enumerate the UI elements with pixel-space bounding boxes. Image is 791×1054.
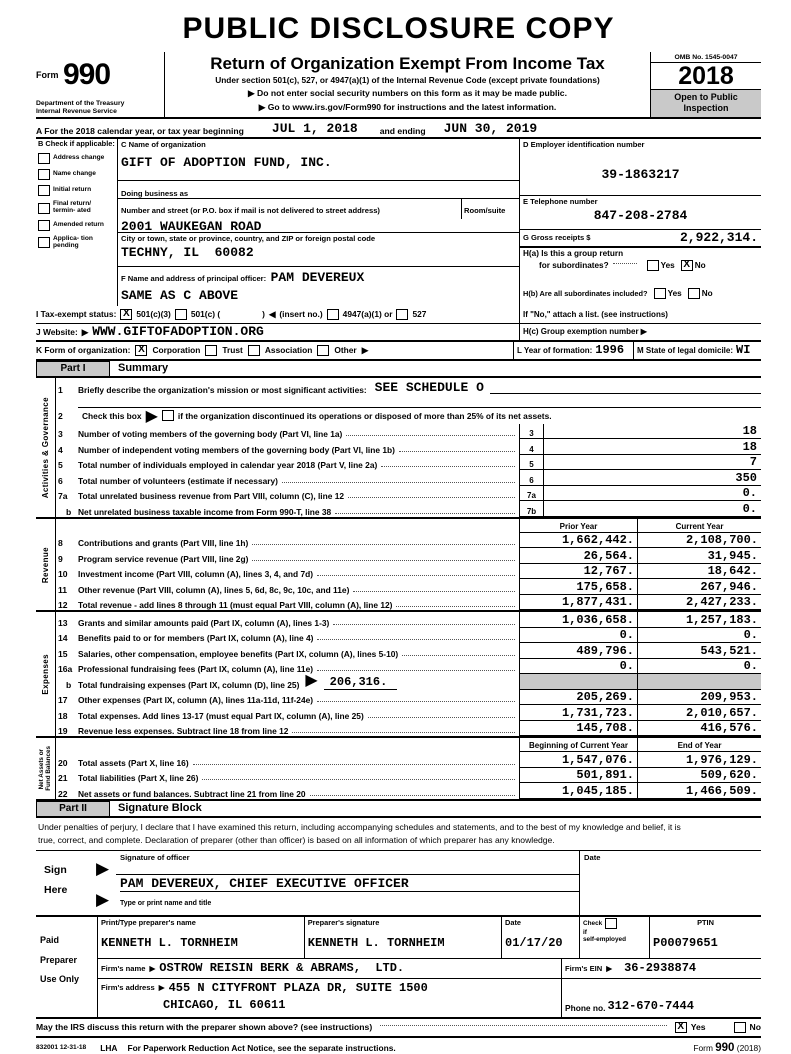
- omb-block: [651, 52, 761, 117]
- street-label: Number and street (or P.O. box if mail is not delivered to street address): [121, 205, 380, 215]
- line15-prior: 489,796.: [519, 643, 637, 659]
- perjury-statement: Under penalties of perjury, I declare that I have examined this return, including accompanying schedules and statements, and to the best of my knowledge and belief, it is true, correct, and complete. Declaration of preparer (other than officer) is based on all information of which preparer has any knowledge.: [36, 818, 761, 851]
- line21-end: 509,620.: [637, 768, 761, 784]
- amended-return-row: Amended return: [38, 220, 115, 231]
- preparer-name-value: KENNETH L. TORNHEIM: [101, 935, 238, 950]
- discontinued-checkbox[interactable]: [162, 410, 174, 421]
- firm-address-line1: 455 N CITYFRONT PLAZA DR, SUITE 1500: [168, 980, 428, 995]
- line9-row: 9 Program service revenue (Part VIII, line 2g) 26,564. 31,945.: [56, 548, 761, 564]
- address-change-row: Address change: [38, 153, 115, 164]
- line4-row: 4 Number of independent voting members of the governing body (Part VI, line 1b) 4 18: [56, 439, 761, 455]
- line10-prior: 12,767.: [519, 564, 637, 580]
- line10-current: 18,642.: [637, 564, 761, 580]
- line5-value: 7: [544, 455, 761, 471]
- firm-ein-value: 36-2938874: [624, 961, 697, 976]
- form-header: [36, 52, 761, 119]
- group-return-no-checkbox[interactable]: X: [681, 260, 693, 271]
- preparer-date-label: Date: [505, 917, 522, 927]
- line7b-row: b Net unrelated business taxable income from Form 990-T, line 38 7b 0.: [56, 501, 761, 517]
- sign-here-block: [36, 851, 761, 917]
- firm-ein-arrow-icon: ▶: [606, 963, 613, 973]
- line22-begin: 1,045,185.: [519, 783, 637, 799]
- insert-no-arrow-icon: ◀: [268, 309, 276, 320]
- ptin-label: PTIN: [697, 917, 714, 927]
- line11-row: 11 Other revenue (Part VIII, column (A), lines 5, 6d, 8c, 9c, 10c, and 11e) 175,658. 267,946.: [56, 579, 761, 595]
- preparer-signature-label: Preparer's signature: [307, 917, 380, 927]
- part2-title: Signature Block: [118, 801, 202, 814]
- telephone-label: E Telephone number: [523, 196, 598, 206]
- line16b-prior-shaded: [519, 674, 637, 690]
- firm-address-arrow-icon: ▶: [158, 983, 165, 993]
- website-row: [36, 324, 761, 342]
- mission-line: 1 Briefly describe the organization's mission or most significant activities: SEE SCHEDULE O: [56, 378, 761, 395]
- no-ssn-note: ▶ Do not enter social security numbers on this form as it may be made public.: [248, 88, 567, 98]
- line22-row: 22 Net assets or fund balances. Subtract line 21 from line 20 1,045,185. 1,466,509.: [56, 783, 761, 799]
- end-year-header: End of Year: [637, 738, 761, 752]
- year-formation-value: 1996: [595, 343, 625, 358]
- line20-row: 20 Total assets (Part X, line 16) 1,547,076. 1,976,129.: [56, 752, 761, 768]
- prior-current-header: [56, 519, 761, 533]
- if-label: if: [583, 928, 587, 936]
- form-number: 990: [62, 58, 111, 91]
- trust-checkbox[interactable]: [205, 345, 217, 356]
- gross-receipts-label: G Gross receipts $: [523, 233, 591, 243]
- line7a-value: 0.: [544, 486, 761, 502]
- officer-typed-name: PAM DEVEREUX, CHIEF EXECUTIVE OFFICER: [120, 876, 579, 892]
- final-return-checkbox[interactable]: [38, 203, 50, 214]
- may-discuss-label: May the IRS discuss this return with the preparer shown above? (see instructions): [36, 1022, 373, 1033]
- line14-prior: 0.: [519, 628, 637, 644]
- paperwork-notice: For Paperwork Reduction Act Notice, see the separate instructions.: [127, 1042, 396, 1053]
- part1-header: [36, 361, 761, 378]
- amended-return-checkbox[interactable]: [38, 220, 50, 231]
- line16a-row: 16a Professional fundraising fees (Part IX, column (A), line 11e) 0. 0.: [56, 659, 761, 675]
- phone-no-label: Phone no.: [565, 1002, 606, 1013]
- officer-date-field[interactable]: Date: [579, 851, 761, 915]
- final-return-row: Final return/ termin- ated: [38, 201, 115, 215]
- org-name-address-column: [118, 139, 519, 306]
- line16a-prior: 0.: [519, 659, 637, 675]
- firm-address-label: Firm's address: [101, 983, 155, 993]
- address-change-checkbox[interactable]: [38, 153, 50, 164]
- ptin-value: P00079651: [653, 935, 718, 950]
- firm-address-line2: CHICAGO, IL 60611: [163, 997, 286, 1012]
- begin-end-header: [56, 738, 761, 752]
- preparer-name-label: Print/Type preparer's name: [101, 917, 196, 927]
- self-employed-label: self-employed: [583, 935, 626, 943]
- dba-label: Doing business as: [121, 188, 189, 198]
- tax-exempt-status-row: I Tax-exempt status: X 501(c)(3) 501(c) ( ) ◀ (insert no.) 4947(a)(1) or 527 If "No," attach a list. (see instructions): [36, 306, 761, 324]
- may-discuss-yes-checkbox[interactable]: X: [675, 1022, 687, 1033]
- org-name-label: C Name of organization: [121, 139, 206, 149]
- other-checkbox[interactable]: [317, 345, 329, 356]
- tax-exempt-label: I Tax-exempt status:: [36, 309, 117, 320]
- revenue-section: [36, 519, 761, 613]
- ein-phone-column: D Employer identification number 39-1863217 E Telephone number 847-208-2784 G Gross receipts $ 2,922,314. H(a) Is this a group return for subordinates? Yes X No H(b) Are all subordinates included? Yes No: [519, 139, 761, 306]
- firm-name-value: OSTROW REISIN BERK & ABRAMS, LTD.: [159, 961, 405, 976]
- line21-begin: 501,891.: [519, 768, 637, 784]
- website-value: WWW.GIFTOFADOPTION.ORG: [92, 324, 264, 340]
- phone-no-value: 312-670-7444: [607, 998, 694, 1013]
- here-word: Here: [44, 883, 68, 896]
- expenses-section: [36, 612, 761, 738]
- form-title-block: [164, 52, 651, 117]
- line9-current: 31,945.: [637, 548, 761, 564]
- legal-domicile-value: WI: [736, 343, 751, 358]
- group-exemption-label: H(c) Group exemption number: [523, 327, 639, 337]
- preparer-date-value: 01/17/20: [505, 935, 563, 950]
- status-501c3-checkbox[interactable]: X: [120, 309, 132, 320]
- org-form-row: K Form of organization: X Corporation Trust Association Other ▶ L Year of formation: 1996 M State of legal domicile: WI: [36, 342, 761, 361]
- preparer-signature-value: KENNETH L. TORNHEIM: [307, 935, 445, 950]
- line17-current: 209,953.: [637, 690, 761, 706]
- and-ending-label: and ending: [379, 125, 426, 136]
- line6-row: 6 Total number of volunteers (estimate if necessary) 6 350: [56, 470, 761, 486]
- principal-officer-label: F Name and address of principal officer:: [121, 273, 267, 283]
- may-discuss-row: May the IRS discuss this return with the preparer shown above? (see instructions) X Yes No: [36, 1019, 761, 1038]
- group-exemption-arrow-icon: ▶: [640, 327, 647, 337]
- line7b-value: 0.: [544, 501, 761, 517]
- irs-label: Internal Revenue Service: [36, 108, 117, 116]
- initial-return-checkbox[interactable]: [38, 185, 50, 196]
- open-to-public-badge: Open to Public Inspection: [651, 90, 761, 117]
- ein-label: D Employer identification number: [523, 139, 645, 149]
- line16b-current-shaded: [637, 674, 761, 690]
- street-value: 2001 WAUKEGAN ROAD: [121, 218, 262, 234]
- line18-row: 18 Total expenses. Add lines 13-17 (must equal Part IX, column (A), line 25) 1,731,723. 2,010,657.: [56, 705, 761, 721]
- line8-current: 2,108,700.: [637, 533, 761, 549]
- association-checkbox[interactable]: [248, 345, 260, 356]
- line18-current: 2,010,657.: [637, 705, 761, 721]
- lha-label: LHA: [100, 1042, 118, 1053]
- tax-year-line: [36, 119, 761, 139]
- form-title: Return of Organization Exempt From Income Tax: [210, 54, 605, 73]
- form-word: Form: [36, 70, 59, 80]
- check-label: Check: [583, 919, 603, 927]
- line16a-current: 0.: [637, 659, 761, 675]
- may-discuss-no-checkbox[interactable]: [734, 1022, 746, 1033]
- year-formation-label: L Year of formation:: [517, 345, 593, 355]
- line4-value: 18: [544, 439, 761, 455]
- initial-return-row: Initial return: [38, 185, 115, 196]
- application-pending-row: Applica- tion pending: [38, 236, 115, 250]
- form-number-block: [36, 52, 164, 117]
- firm-ein-label: Firm's EIN: [565, 963, 603, 973]
- line16b-row: b Total fundraising expenses (Part IX, column (D), line 25) ▶ 206,316.: [56, 674, 761, 690]
- line-a-label: A For the 2018 calendar year, or tax year beginning: [36, 125, 244, 136]
- part1-tag: Part I: [36, 361, 110, 376]
- line11-current: 267,946.: [637, 579, 761, 595]
- line8-row: 8 Contributions and grants (Part VIII, line 1h) 1,662,442. 2,108,700.: [56, 533, 761, 549]
- status-501c-checkbox[interactable]: [175, 309, 187, 320]
- status-527-checkbox[interactable]: [396, 309, 408, 320]
- type-print-label: Type or print name and title: [120, 899, 212, 907]
- line13-prior: 1,036,658.: [519, 612, 637, 628]
- attach-list-note: If "No," attach a list. (see instructions): [523, 309, 668, 319]
- public-disclosure-banner: PUBLIC DISCLOSURE COPY: [182, 12, 615, 45]
- line18-prior: 1,731,723.: [519, 705, 637, 721]
- sign-arrow-icon-2: ▶: [96, 889, 110, 909]
- corporation-checkbox[interactable]: X: [135, 345, 147, 356]
- paid-word: Paid: [40, 934, 60, 945]
- other-arrow-icon: ▶: [361, 345, 369, 356]
- line12-row: 12 Total revenue - add lines 8 through 11 (must equal Part VIII, column (A), line 12) 1,877,431. 2,427,233.: [56, 595, 761, 611]
- org-name-value: GIFT OF ADOPTION FUND, INC.: [121, 154, 332, 170]
- line13-row: 13 Grants and similar amounts paid (Part IX, column (A), lines 1-3) 1,036,658. 1,257,183.: [56, 612, 761, 628]
- dept-treasury: Department of the Treasury: [36, 100, 125, 107]
- group-return-yes-checkbox[interactable]: [647, 260, 659, 271]
- discontinued-line: 2 Check this box ▶ if the organization discontinued its operations or disposed of more than 25% of its net assets.: [58, 407, 552, 425]
- line12-current: 2,427,233.: [637, 595, 761, 611]
- line17-prior: 205,269.: [519, 690, 637, 706]
- firm-name-label: Firm's name: [101, 963, 146, 973]
- line12-prior: 1,877,431.: [519, 595, 637, 611]
- net-assets-section: [36, 738, 761, 801]
- governance-sidebar: Activities & Governance: [36, 378, 56, 517]
- line10-row: 10 Investment income (Part VIII, column (A), lines 3, 4, and 7d) 12,767. 18,642.: [56, 564, 761, 580]
- irs-url-note: ▶ Go to www.irs.gov/Form990 for instructions and the latest information.: [258, 102, 557, 112]
- paid-preparer-block: [36, 917, 761, 1019]
- self-employed-checkbox[interactable]: [605, 918, 617, 929]
- city-label: City or town, state or province, country, and ZIP or foreign postal code: [121, 233, 376, 243]
- signature-of-officer-label[interactable]: Signature of officer: [116, 851, 579, 875]
- telephone-value: 847-208-2784: [593, 207, 688, 223]
- subordinates-no-checkbox[interactable]: [688, 288, 700, 299]
- sign-word: Sign: [44, 863, 67, 876]
- line19-row: 19 Revenue less expenses. Subtract line 18 from line 12 145,708. 416,576.: [56, 721, 761, 737]
- use-only-word: Use Only: [40, 974, 80, 985]
- current-year-header: Current Year: [637, 519, 761, 533]
- beginning-year-header: Beginning of Current Year: [519, 738, 637, 752]
- fiscal-year-end: JUN 30, 2019: [443, 120, 538, 136]
- org-form-label: K Form of organization:: [36, 345, 131, 356]
- fundraising-arrow-icon: ▶: [305, 671, 318, 689]
- tax-year: 2018: [651, 62, 761, 90]
- form-code: 832001 12-31-18: [36, 1044, 87, 1052]
- line7a-row: 7a Total unrelated business revenue from Part VIII, column (C), line 12 7a 0.: [56, 486, 761, 502]
- line5-row: 5 Total number of individuals employed in calendar year 2018 (Part V, line 2a) 5 7: [56, 455, 761, 471]
- revenue-sidebar: Revenue: [36, 519, 56, 611]
- line15-current: 543,521.: [637, 643, 761, 659]
- gross-receipts-value: 2,922,314.: [679, 230, 758, 246]
- part2-tag: Part II: [36, 801, 110, 816]
- line19-current: 416,576.: [637, 721, 761, 737]
- org-info-region: [36, 139, 761, 306]
- name-change-row: Name change: [38, 169, 115, 180]
- line13-current: 1,257,183.: [637, 612, 761, 628]
- line20-begin: 1,547,076.: [519, 752, 637, 768]
- line17-row: 17 Other expenses (Part IX, column (A), lines 11a-11d, 11f-24e) 205,269. 209,953.: [56, 690, 761, 706]
- form-number-footer: Form 990 (2018): [693, 1041, 761, 1054]
- line6-value: 350: [544, 470, 761, 486]
- application-pending-checkbox[interactable]: [38, 237, 50, 248]
- website-arrow-icon: ▶: [81, 326, 89, 337]
- name-change-checkbox[interactable]: [38, 169, 50, 180]
- checkbox-arrow-icon: ▶: [145, 407, 158, 425]
- ein-value: 39-1863217: [601, 166, 680, 182]
- subordinates-yes-checkbox[interactable]: [654, 288, 666, 299]
- governance-section: [36, 378, 761, 519]
- principal-officer-name: PAM DEVEREUX: [270, 269, 365, 285]
- line3-value: 18: [544, 424, 761, 440]
- group-return-label: H(a) Is this a group return: [523, 248, 624, 258]
- website-label: J Website:: [36, 326, 78, 337]
- fiscal-year-begin: JUL 1, 2018: [271, 120, 358, 136]
- line9-prior: 26,564.: [519, 548, 637, 564]
- expenses-sidebar: Expenses: [36, 612, 56, 736]
- line3-row: 3 Number of voting members of the governing body (Part VI, line 1a) 3 18: [56, 424, 761, 440]
- net-assets-sidebar: Net Assets or Fund Balances: [36, 738, 56, 799]
- sign-arrow-icon-1: ▶: [96, 858, 110, 878]
- principal-officer-address: SAME AS C ABOVE: [121, 287, 239, 303]
- legal-domicile-label: M State of legal domicile:: [637, 345, 734, 355]
- part1-title: Summary: [118, 361, 169, 374]
- line14-row: 14 Benefits paid to or for members (Part IX, column (A), line 4) 0. 0.: [56, 628, 761, 644]
- preparer-word: Preparer: [40, 954, 78, 965]
- line21-row: 21 Total liabilities (Part X, line 26) 501,891. 509,620.: [56, 768, 761, 784]
- omb-number: OMB No. 1545-0047: [674, 54, 738, 61]
- prior-year-header: Prior Year: [519, 519, 637, 533]
- mission-blank-line: [78, 395, 761, 408]
- city-value: TECHNY, IL 60082: [121, 244, 254, 260]
- line15-row: 15 Salaries, other compensation, employee benefits (Part IX, column (A), lines 5-10) 489,796. 543,521.: [56, 643, 761, 659]
- fundraising-expenses-value: 206,316.: [324, 675, 398, 690]
- mission-value: SEE SCHEDULE O: [374, 379, 484, 395]
- line14-current: 0.: [637, 628, 761, 644]
- page-footer: [36, 1038, 761, 1054]
- line19-prior: 145,708.: [519, 721, 637, 737]
- line22-end: 1,466,509.: [637, 783, 761, 799]
- room-suite-label: Room/suite: [464, 205, 506, 215]
- subordinates-included-label: H(b) Are all subordinates included?: [523, 289, 648, 299]
- firm-name-arrow-icon: ▶: [149, 963, 156, 973]
- part2-header: [36, 801, 761, 818]
- check-if-applicable-column: B Check if applicable: Address change Name change Initial return Final return/ termin- ated Amended return Applica- tion pending: [36, 139, 118, 306]
- line11-prior: 175,658.: [519, 579, 637, 595]
- status-4947-checkbox[interactable]: [327, 309, 339, 320]
- form-subtitle: Under section 501(c), 527, or 4947(a)(1) of the Internal Revenue Code (except private foundations): [215, 75, 600, 85]
- line20-end: 1,976,129.: [637, 752, 761, 768]
- line8-prior: 1,662,442.: [519, 533, 637, 549]
